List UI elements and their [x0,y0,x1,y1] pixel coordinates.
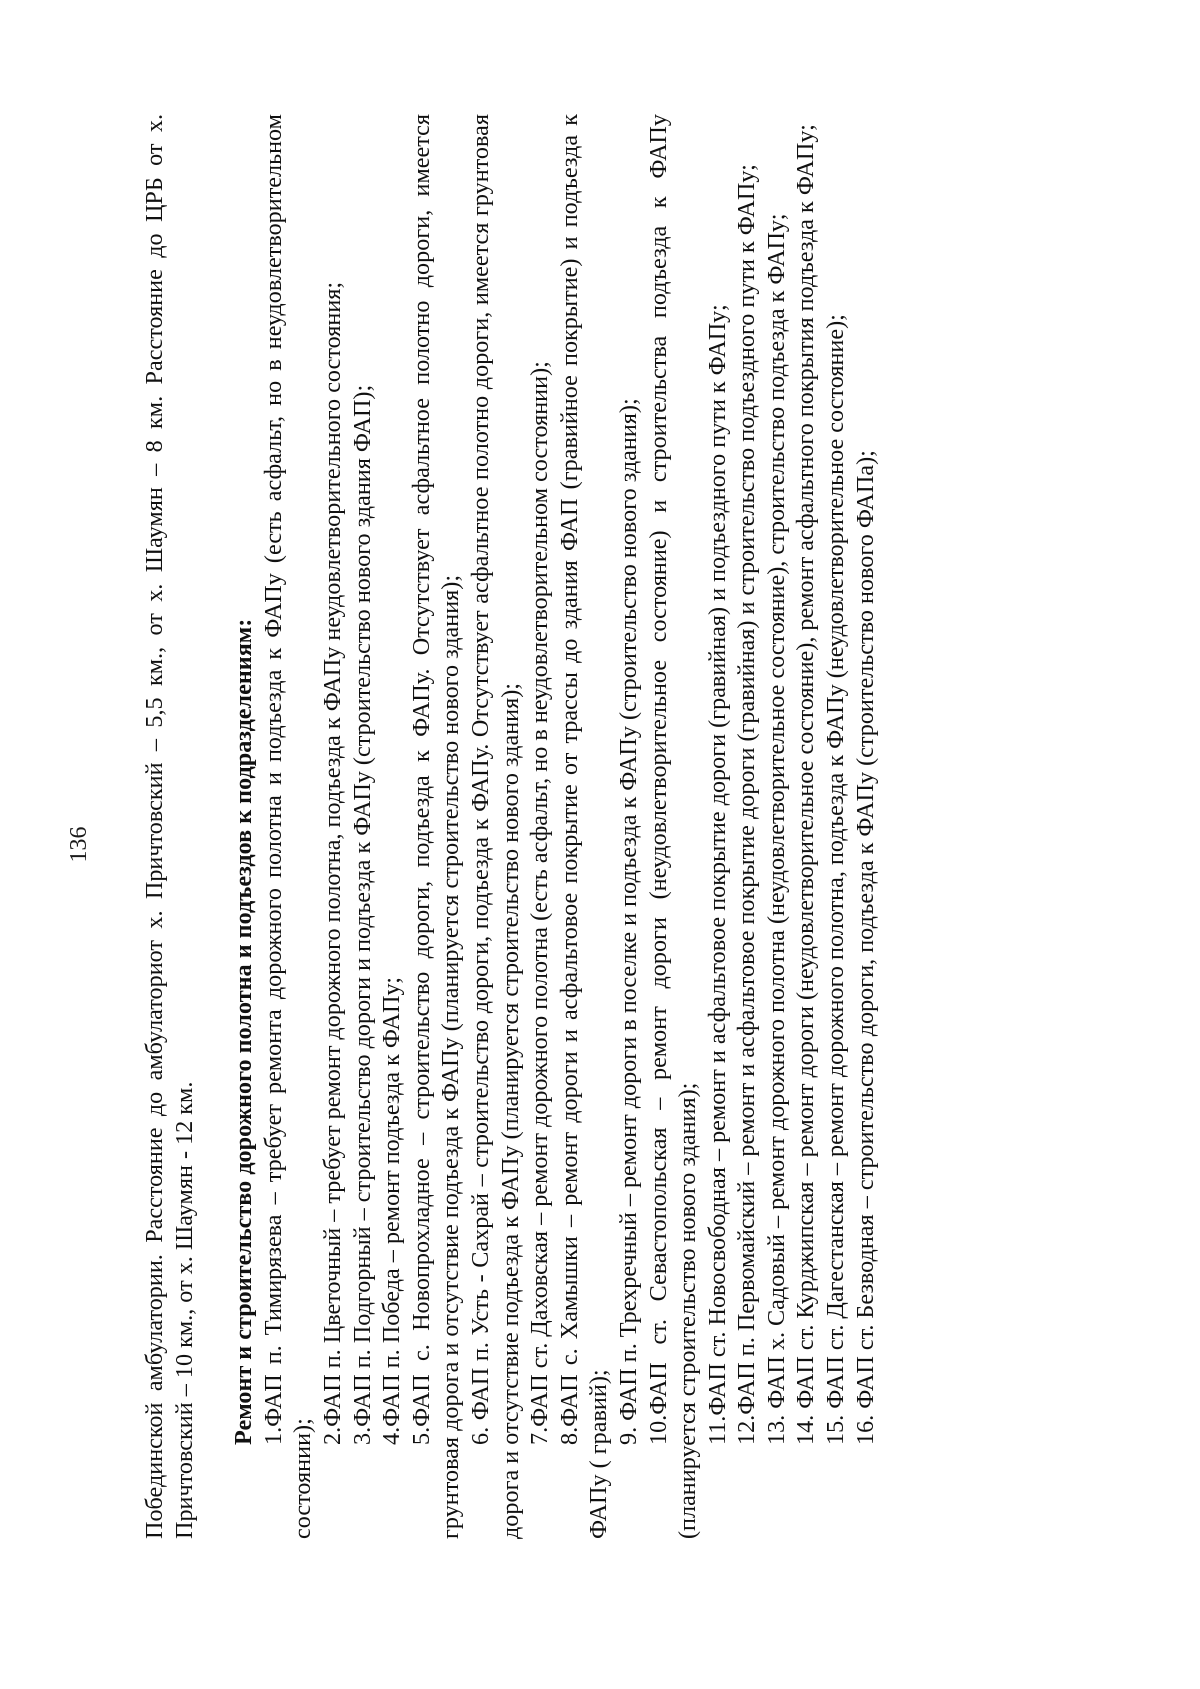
list-item: 7.ФАП ст. Даховская – ремонт дорожного полотна (есть асфальт, но в неудовлетворительном состоянии); [526,361,554,1445]
list-item: 6. ФАП п. Усть - Сахрай – строительство дороги, подъезда к ФАПу. Отсутствует асфальтное полотно дороги, имеется грунтовая дорога и отсутствие подъезда к ФАПу (планируется строительство нового здания); [466,114,524,1539]
list-item: 10.ФАП ст. Севастопольская – ремонт дороги (неудовлетворительное состояние) и строительства подъезда к ФАПу (планируется строительство нового здания); [644,114,702,1539]
list-item: 2.ФАП п. Цветочный – требует ремонт дорожного полотна, подъезда к ФАПу неудовлетворительного состояния; [318,281,346,1445]
list-item: 9. ФАП п. Трехречный – ремонт дороги в поселке и подъезда к ФАПу (строительство нового здания); [614,398,642,1445]
list-item: 1.ФАП п. Тимирязева – требует ремонта дорожного полотна и подъезда к ФАПу (есть асфальт, но в неудовлетворительном состоянии); [259,114,317,1539]
list-item: 11.ФАП ст. Новосвободная – ремонт и асфальтовое покрытие дороги (гравийная) и подъездного пути к ФАПу; [703,304,731,1445]
paragraph-gap [199,114,229,1539]
list-item: 14. ФАП ст. Курджипская – ремонт дороги (неудовлетворительное состояние), ремонт асфальтного покрытия подъезда к ФАПу; [792,124,820,1445]
intro-paragraph: Побединской амбулатории. Расстояние до амбулаториот х. Причтовский – 5,5 км., от х. Шаумян – 8 км. Расстояние до ЦРБ от х. Причтовский – 10 км., от х. Шаумян - 12 км. [141,114,198,1539]
list-item: 4.ФАП п. Победа – ремонт подъезда к ФАПу; [378,977,406,1445]
list-item: 8.ФАП с. Хамышки – ремонт дороги и асфальтовое покрытие от трассы до здания ФАП (гравийное покрытие) и подъезда к ФАПу ( гравий); [555,114,613,1539]
page-number: 136 [66,826,92,863]
list-item: 16. ФАП ст. Безводная – строительство дороги, подъезда к ФАПу (строительство нового ФАПа); [851,450,879,1445]
list-item: 13. ФАП х. Садовый – ремонт дорожного полотна (неудовлетворительное состояние), строительство подъезда к ФАПу; [762,213,790,1445]
list-item: 5.ФАП с. Новопрохладное – строительство дороги, подъезда к ФАПу. Отсутствует асфальтное полотно дороги, имеется грунтовая дорога и отсутствие подъезда к ФАПу (планируется строительство нового здания); [407,114,465,1539]
list-item: 12.ФАП п. Первомайский – ремонт и асфальтовое покрытие дороги (гравийная) и строительство подъездного пути к ФАПу; [733,164,761,1445]
list-item: 15. ФАП ст. Дагестанская – ремонт дорожного полотна, подъезда к ФАПу (неудовлетворительное состояние); [822,314,850,1445]
section-heading: Ремонт и строительство дорожного полотна и подъездов к подразделениям: [230,618,258,1445]
list-item: 3.ФАП п. Подгорный – строительство дороги и подъезда к ФАПу (строительство нового здания ФАП); [348,384,376,1445]
body-text [140,114,880,1539]
